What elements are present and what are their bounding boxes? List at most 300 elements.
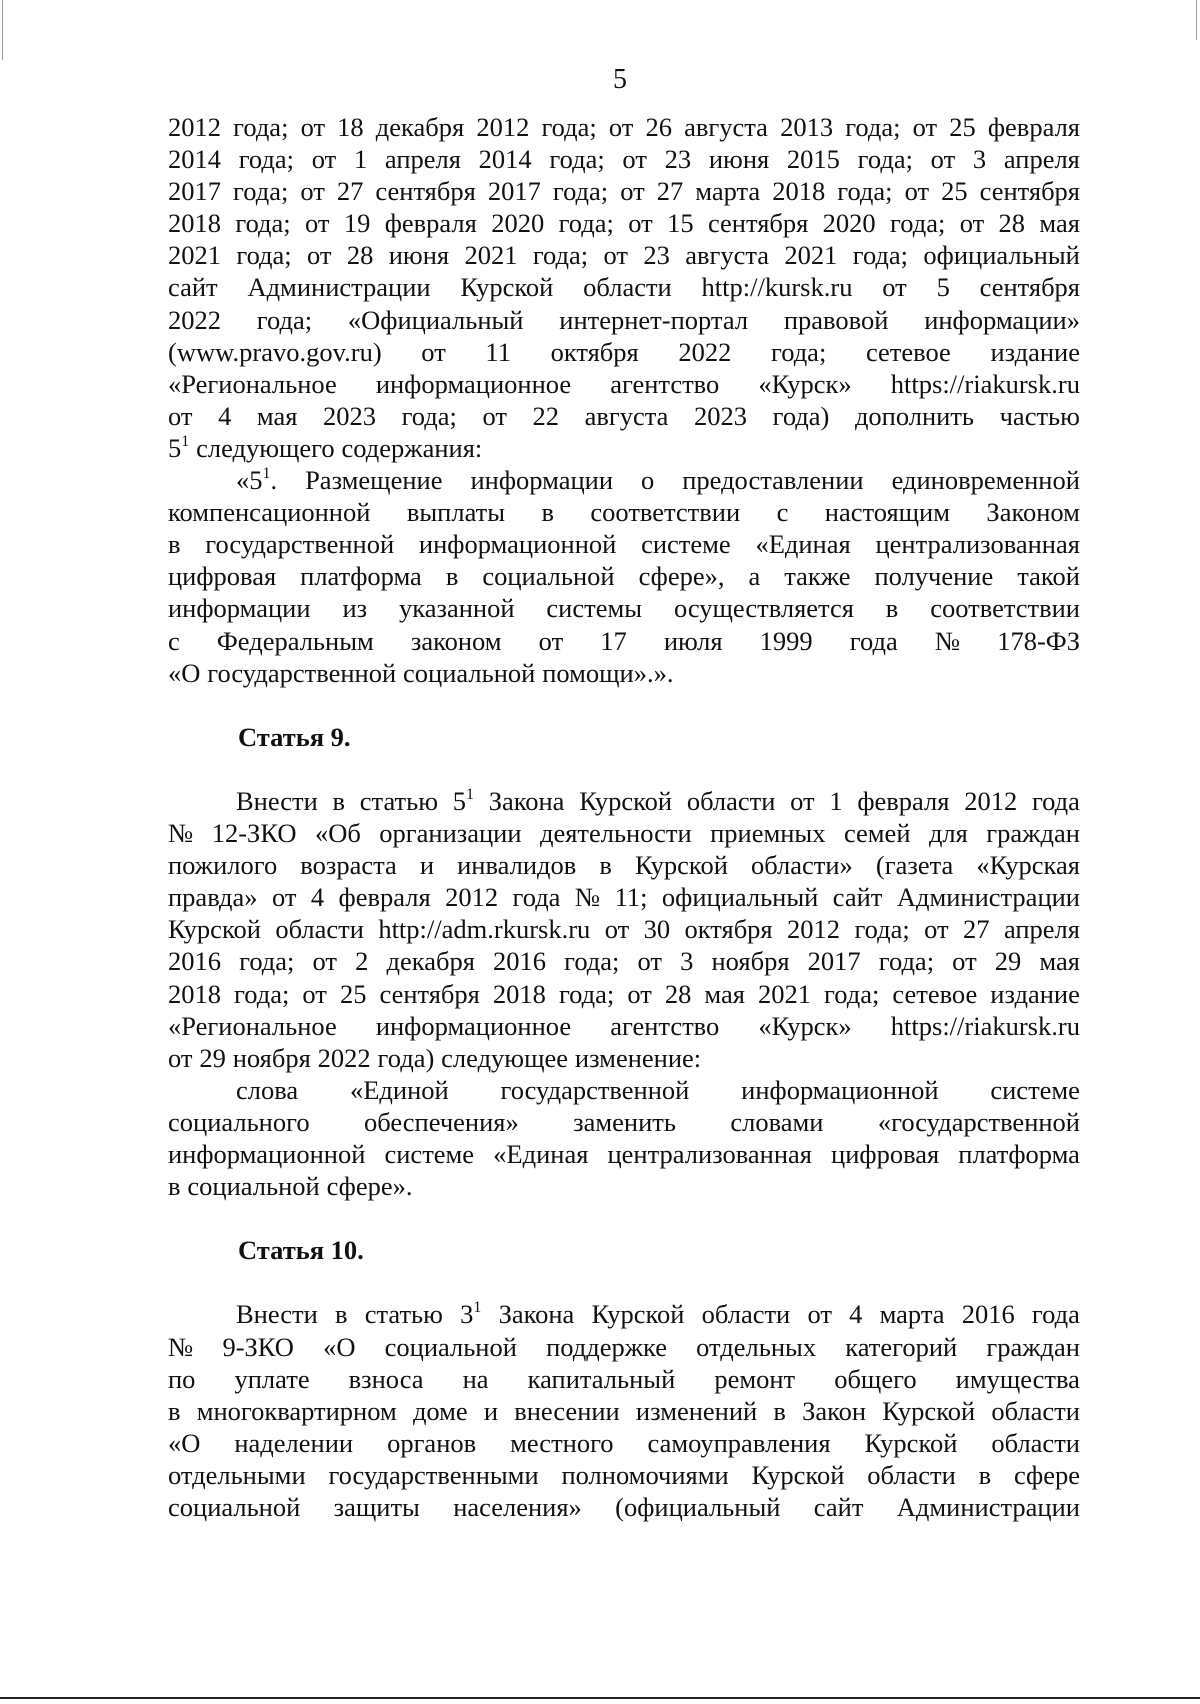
- word: (официальный: [615, 1492, 781, 1523]
- word: от: [482, 400, 507, 431]
- word: семей: [843, 818, 911, 849]
- text-line: [168, 978, 1080, 1010]
- word: 2022: [168, 304, 221, 335]
- word: такой: [1017, 561, 1080, 592]
- word: 2014: [168, 144, 221, 175]
- word: года;: [771, 336, 827, 367]
- text-line: [168, 1459, 1080, 1491]
- text-line: [168, 496, 1080, 528]
- word: 2: [355, 946, 369, 977]
- text-line: [168, 881, 1080, 913]
- word: слова: [236, 1074, 299, 1105]
- word: 22: [532, 400, 560, 431]
- word: государственной: [205, 529, 395, 560]
- word: года;: [238, 144, 295, 175]
- word: официальный: [923, 240, 1080, 271]
- word: апреля: [1003, 144, 1080, 175]
- word: 2015: [786, 144, 840, 175]
- word: от: [302, 978, 327, 1009]
- word: информационной: [418, 529, 617, 560]
- word: сайт: [813, 1492, 864, 1523]
- word: года: [849, 625, 898, 656]
- word: февраля: [857, 785, 950, 816]
- word: имущества: [955, 1363, 1080, 1394]
- word: информационной: [741, 1074, 939, 1105]
- word: сентября: [375, 176, 476, 207]
- word: от: [924, 914, 949, 945]
- word: «Единая: [755, 529, 851, 560]
- word: получение: [874, 561, 994, 592]
- word: http://kursk.ru: [701, 272, 853, 303]
- word: организации: [379, 818, 522, 849]
- word: сетевое: [892, 978, 978, 1009]
- word: социального: [168, 1106, 310, 1137]
- word: от: [312, 946, 338, 977]
- word: 25: [949, 112, 976, 142]
- text-line: [168, 1010, 1080, 1042]
- word: 28: [664, 978, 692, 1009]
- text-line: [168, 368, 1080, 400]
- word: 2012: [476, 112, 530, 142]
- word: а: [748, 561, 761, 592]
- word: и: [483, 1395, 499, 1426]
- word: года;: [564, 946, 620, 977]
- word: мая: [1039, 208, 1080, 239]
- word: года;: [239, 946, 295, 977]
- word: области: [867, 1459, 956, 1490]
- text-line: [168, 1042, 1080, 1074]
- word: от: [421, 336, 446, 367]
- word: информации»: [924, 304, 1080, 335]
- scan-edge-left: [2, 0, 3, 60]
- word: правда»: [168, 882, 258, 913]
- word: в: [168, 1395, 181, 1426]
- word: Курской: [751, 1459, 845, 1490]
- word: для: [928, 818, 968, 849]
- word: приемных: [710, 818, 826, 849]
- word: граждан: [986, 1331, 1080, 1362]
- word: в: [773, 1395, 786, 1426]
- word: марта: [879, 1299, 945, 1330]
- word: «О: [168, 1427, 201, 1458]
- word: от: [311, 144, 337, 175]
- word: 2016: [168, 946, 221, 977]
- word: «государственной: [877, 1106, 1080, 1137]
- word: наделении: [234, 1427, 354, 1458]
- word: области: [686, 785, 776, 816]
- text-line: [168, 1363, 1080, 1395]
- word: в: [168, 529, 181, 560]
- word: августа: [584, 400, 669, 431]
- word: Размещение: [305, 465, 443, 496]
- word: Курской: [864, 1427, 958, 1458]
- word: системе: [641, 529, 731, 560]
- word: социальной: [403, 657, 536, 688]
- word: частью: [999, 400, 1080, 431]
- word: от: [168, 400, 193, 431]
- word: года;: [234, 978, 290, 1009]
- word: 29: [199, 1042, 226, 1073]
- word: июня: [708, 144, 770, 175]
- word: года;: [552, 176, 609, 207]
- text-line: [168, 1395, 1080, 1427]
- spacer: [168, 1266, 1080, 1298]
- word: полномочиями: [561, 1459, 729, 1490]
- word: мая: [704, 978, 745, 1009]
- word: №: [934, 625, 961, 656]
- word: от: [300, 176, 325, 207]
- text-line: [168, 1074, 1080, 1106]
- word: 11: [485, 336, 511, 367]
- word: 2012: [168, 112, 221, 142]
- word: 23: [664, 144, 692, 175]
- text-line: [168, 1427, 1080, 1459]
- text-line: [168, 432, 1080, 464]
- word: в: [885, 593, 899, 624]
- word: сфере: [1013, 1459, 1080, 1490]
- word: компенсационной: [168, 497, 371, 528]
- word: уплате: [234, 1363, 310, 1394]
- word: социальной: [168, 1492, 301, 1523]
- word: области: [991, 1427, 1080, 1458]
- word: http://adm.rkursk.ru: [378, 914, 591, 945]
- word: $3^1$: [460, 1299, 482, 1330]
- word: соответствии: [590, 497, 741, 528]
- word: февраля: [338, 882, 431, 913]
- word: в: [978, 1459, 992, 1490]
- word: 23: [643, 240, 670, 271]
- word: 25: [339, 978, 367, 1009]
- word: государственной: [500, 1074, 690, 1105]
- word: «$5^1$.: [236, 464, 278, 496]
- word: года;: [558, 208, 614, 239]
- word: 25: [941, 176, 968, 207]
- word: области: [275, 914, 364, 945]
- word: 2018: [168, 978, 221, 1009]
- word: сайт: [168, 272, 218, 303]
- word: 2023: [694, 400, 748, 431]
- word: 2021: [784, 240, 838, 271]
- word: Курской: [634, 850, 728, 881]
- word: возраста: [300, 850, 397, 881]
- word: на: [462, 1363, 489, 1394]
- word: выплаты: [406, 497, 506, 528]
- word: июня: [388, 240, 450, 271]
- word: года;: [549, 144, 605, 175]
- word: 2018: [772, 176, 826, 207]
- article-9-paragraph-1: [168, 785, 1080, 1074]
- word: 28: [998, 208, 1026, 239]
- text-line: [168, 304, 1080, 336]
- word: области»: [750, 850, 853, 881]
- word: социальной: [187, 1171, 320, 1202]
- word: года: [1031, 785, 1080, 816]
- word: мая: [256, 400, 298, 431]
- word: статью: [359, 785, 439, 816]
- word: от: [882, 272, 907, 303]
- text-line: [168, 913, 1080, 945]
- word: и: [419, 850, 435, 881]
- document-body: [168, 111, 1080, 1523]
- word: области: [701, 1299, 791, 1330]
- word: сентября: [379, 978, 480, 1009]
- text-line: [168, 528, 1080, 560]
- word: года;: [824, 978, 880, 1009]
- word: 15: [667, 208, 694, 239]
- word: взноса: [348, 1363, 424, 1394]
- word: от: [604, 914, 630, 945]
- word: в: [168, 1171, 181, 1202]
- word: года;: [857, 144, 913, 175]
- word: октября: [684, 914, 773, 945]
- word: 27: [656, 176, 684, 207]
- word: поддержке: [546, 1331, 667, 1362]
- word: централизованная: [607, 1139, 812, 1169]
- word: https://riakursk.ru: [890, 1010, 1080, 1041]
- word: 3: [972, 144, 987, 175]
- word: 1: [353, 144, 368, 175]
- word: года): [377, 1042, 435, 1073]
- word: издание: [990, 978, 1080, 1009]
- word: 2017: [807, 946, 861, 977]
- word: 2022: [317, 1042, 371, 1073]
- word: от: [305, 208, 330, 239]
- word: от: [608, 112, 634, 142]
- word: от: [271, 882, 297, 913]
- article-10-paragraph-1: [168, 1298, 1080, 1523]
- word: 2018: [168, 208, 221, 239]
- word: 2020: [822, 208, 876, 239]
- word: года;: [233, 112, 289, 142]
- word: обеспечения»: [363, 1106, 519, 1137]
- word: года;: [401, 400, 457, 431]
- word: Курской: [168, 914, 261, 945]
- word: внесении: [514, 1395, 620, 1426]
- word: информации: [470, 465, 613, 496]
- text-line: [168, 207, 1080, 239]
- word: агентство: [610, 1010, 720, 1041]
- word: «Курск»: [758, 368, 852, 399]
- word: единовременной: [891, 465, 1080, 496]
- spacer: [168, 689, 1080, 721]
- word: платформа: [958, 1139, 1080, 1169]
- word: 18: [337, 112, 364, 142]
- word: пожилого: [168, 850, 278, 881]
- word: №: [574, 882, 601, 913]
- text-line: [168, 1106, 1080, 1138]
- word: https://riakursk.ru: [890, 368, 1080, 399]
- word: 4: [218, 400, 232, 431]
- word: следующее: [441, 1042, 569, 1073]
- top-paragraph: [168, 111, 1080, 464]
- word: интернет-портал: [559, 304, 749, 335]
- word: года;: [235, 208, 291, 239]
- word: осуществляется: [673, 593, 854, 624]
- word: 2017: [168, 176, 221, 207]
- word: от: [807, 1299, 832, 1330]
- word: сайт: [832, 882, 883, 913]
- word: №: [168, 1331, 194, 1362]
- word: Внести: [236, 1299, 318, 1330]
- word: 19: [343, 208, 371, 239]
- scan-edge-right: [1196, 0, 1197, 40]
- word: Закона: [488, 785, 565, 816]
- word: Курской: [460, 272, 554, 303]
- word: 2012: [787, 914, 841, 945]
- word: 30: [643, 914, 671, 945]
- word: Закона: [498, 1299, 575, 1330]
- text-line: [168, 400, 1080, 432]
- word: Законом: [986, 497, 1080, 528]
- word: Внести: [236, 785, 318, 816]
- word: платформа: [300, 561, 422, 592]
- text-line: [168, 1298, 1080, 1330]
- text-line: [168, 592, 1080, 624]
- word: года;: [236, 240, 292, 271]
- word: года;: [558, 978, 615, 1009]
- word: населения»: [453, 1492, 582, 1523]
- word: в: [335, 1299, 348, 1330]
- text-line: [168, 945, 1080, 977]
- word: 1999: [759, 625, 813, 656]
- word: из: [342, 593, 368, 624]
- word: (www.pravo.gov.ru): [168, 336, 382, 367]
- word: «Курск»: [758, 1010, 852, 1041]
- word: 4: [849, 1299, 863, 1330]
- word: цифровая: [831, 1139, 940, 1169]
- scan-edge-bottom: [0, 1697, 1200, 1699]
- word: ноября: [232, 1042, 311, 1073]
- word: местного: [510, 1427, 614, 1458]
- word: от: [637, 946, 663, 977]
- word: 5: [936, 272, 950, 303]
- word: в: [445, 561, 459, 592]
- word: года;: [233, 176, 289, 207]
- word: правовой: [783, 304, 889, 335]
- word: 12-ЗКО: [211, 818, 297, 849]
- word: 2021: [168, 240, 221, 271]
- word: 2012: [964, 785, 1018, 816]
- word: «Единая: [493, 1139, 589, 1169]
- word: ремонт: [714, 1363, 796, 1394]
- word: цифровая: [168, 561, 277, 592]
- word: года: [1031, 1299, 1080, 1330]
- word: года): [772, 400, 830, 431]
- word: также: [784, 561, 851, 592]
- word: законом: [410, 625, 502, 656]
- word: года;: [837, 176, 893, 207]
- word: (газета: [875, 850, 954, 881]
- word: органов: [387, 1427, 477, 1458]
- word: системы: [546, 593, 643, 624]
- word: 2021: [757, 978, 811, 1009]
- word: сфере».: [326, 1171, 413, 1202]
- word: государственной: [207, 657, 397, 688]
- word: 178-ФЗ: [997, 625, 1080, 656]
- word: ноября: [711, 946, 790, 977]
- word: $5^1$: [452, 785, 474, 816]
- word: статью: [364, 1299, 443, 1330]
- word: года;: [845, 112, 901, 142]
- word: 4: [310, 882, 325, 913]
- word: года;: [852, 240, 909, 271]
- word: деятельности: [539, 818, 692, 849]
- word: инвалидов: [457, 850, 577, 881]
- word: предоставлении: [682, 465, 864, 496]
- text-line: [168, 175, 1080, 207]
- word: от: [603, 240, 628, 271]
- word: 1: [829, 785, 843, 816]
- word: сетевое: [865, 336, 951, 367]
- word: Курской: [579, 785, 673, 816]
- word: декабря: [386, 946, 475, 977]
- text-line: [168, 239, 1080, 271]
- text-line: [168, 785, 1080, 817]
- word: от: [168, 1042, 193, 1073]
- text-line: [168, 1331, 1080, 1363]
- word: отдельными: [168, 1459, 306, 1490]
- word: $5^1$: [168, 432, 190, 463]
- word: февраля: [384, 208, 477, 239]
- word: заменить: [573, 1106, 676, 1137]
- word: «Официальный: [347, 304, 524, 335]
- word: области: [583, 272, 672, 303]
- word: следующего: [196, 432, 335, 463]
- text-line: [168, 336, 1080, 368]
- word: сфере»,: [638, 561, 725, 592]
- spacer: [168, 1202, 1080, 1234]
- word: 2018: [492, 978, 546, 1009]
- word: «Об: [314, 818, 361, 849]
- word: издание: [990, 336, 1080, 367]
- word: централизованная: [875, 529, 1080, 560]
- word: 2022: [678, 336, 732, 367]
- word: 2021: [464, 240, 518, 271]
- word: Администрации: [896, 882, 1080, 913]
- word: государственными: [328, 1459, 539, 1490]
- word: марта: [695, 176, 761, 207]
- word: 27: [336, 176, 364, 207]
- word: июля: [663, 625, 723, 656]
- word: от: [904, 176, 930, 207]
- word: 3: [680, 946, 694, 977]
- word: от: [620, 176, 645, 207]
- word: 2014: [478, 144, 532, 175]
- text-line: [168, 817, 1080, 849]
- word: 29: [994, 946, 1022, 977]
- spacer: [168, 753, 1080, 785]
- word: года;: [878, 946, 935, 977]
- word: от: [952, 946, 977, 977]
- word: 9-ЗКО: [222, 1331, 294, 1362]
- article-9-heading: Статья 9.: [238, 721, 351, 752]
- word: года;: [890, 208, 946, 239]
- text-line: [168, 1138, 1080, 1170]
- word: от: [628, 208, 653, 239]
- word: общего: [834, 1363, 917, 1394]
- word: 27: [963, 914, 990, 945]
- word: по: [168, 1363, 196, 1394]
- word: года: [512, 882, 561, 913]
- text-line: [168, 111, 1080, 143]
- word: года;: [541, 112, 597, 142]
- text-line: [168, 849, 1080, 881]
- word: 2013: [780, 112, 834, 142]
- word: года;: [854, 914, 910, 945]
- word: изменений: [635, 1395, 758, 1426]
- word: самоуправления: [647, 1427, 831, 1458]
- text-line: [168, 560, 1080, 592]
